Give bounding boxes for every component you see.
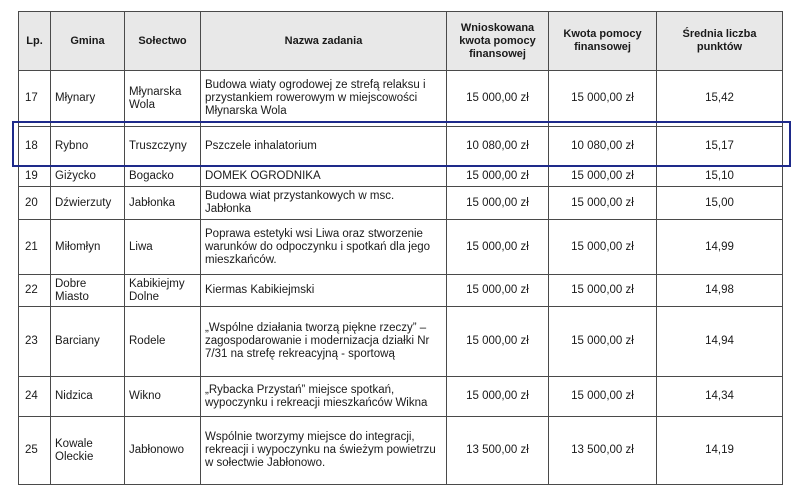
- cell-lp: 25: [19, 417, 51, 485]
- header-gmina: Gmina: [51, 12, 125, 71]
- cell-kwota: 13 500,00 zł: [549, 417, 657, 485]
- cell-solectwo: Rodele: [125, 307, 201, 377]
- cell-nazwa: Budowa wiaty ogrodowej ze strefą relaksu i przystankiem rowerowym w miejscowości Młynarska Wola: [201, 71, 447, 127]
- cell-kwota: 15 000,00 zł: [549, 307, 657, 377]
- cell-wnioskowana: 15 000,00 zł: [447, 307, 549, 377]
- cell-srednia: 15,00: [657, 187, 783, 220]
- cell-srednia: 14,99: [657, 220, 783, 275]
- table-row: [19, 127, 783, 167]
- cell-gmina: Barciany: [51, 307, 125, 377]
- cell-gmina: Kowale Oleckie: [51, 417, 125, 485]
- cell-nazwa: „Wspólne działania tworzą piękne rzeczy” – zagospodarowanie i modernizacja działki Nr 7/31 na strefę rekreacyjną - sportową: [201, 307, 447, 377]
- cell-nazwa: Pszczele inhalatorium: [201, 127, 447, 167]
- cell-kwota: 10 080,00 zł: [549, 127, 657, 167]
- cell-wnioskowana: 10 080,00 zł: [447, 127, 549, 167]
- header-nazwa: Nazwa zadania: [201, 12, 447, 71]
- header-row: [19, 12, 783, 71]
- cell-nazwa: Wspólnie tworzymy miejsce do integracji, rekreacji i wypoczynku na świeżym powietrzu w sołectwie Jabłonowo.: [201, 417, 447, 485]
- table-row: [19, 187, 783, 220]
- cell-lp: 21: [19, 220, 51, 275]
- cell-kwota: 15 000,00 zł: [549, 187, 657, 220]
- cell-lp: 23: [19, 307, 51, 377]
- cell-gmina: Dobre Miasto: [51, 275, 125, 307]
- cell-srednia: 14,19: [657, 417, 783, 485]
- cell-kwota: 15 000,00 zł: [549, 377, 657, 417]
- cell-gmina: Nidzica: [51, 377, 125, 417]
- cell-lp: 20: [19, 187, 51, 220]
- cell-wnioskowana: 15 000,00 zł: [447, 220, 549, 275]
- cell-solectwo: Jabłonka: [125, 187, 201, 220]
- cell-srednia: 14,94: [657, 307, 783, 377]
- cell-wnioskowana: 15 000,00 zł: [447, 71, 549, 127]
- header-wnioskowana: Wnioskowana kwota pomocy finansowej: [447, 12, 549, 71]
- header-lp: Lp.: [19, 12, 51, 71]
- cell-srednia: 15,42: [657, 71, 783, 127]
- cell-kwota: 15 000,00 zł: [549, 71, 657, 127]
- cell-wnioskowana: 15 000,00 zł: [447, 377, 549, 417]
- table-row: [19, 307, 783, 377]
- cell-solectwo: Młynarska Wola: [125, 71, 201, 127]
- cell-lp: 18: [19, 127, 51, 167]
- cell-gmina: Miłomłyn: [51, 220, 125, 275]
- cell-gmina: Rybno: [51, 127, 125, 167]
- cell-lp: 22: [19, 275, 51, 307]
- cell-nazwa: „Rybacka Przystań” miejsce spotkań, wypoczynku i rekreacji mieszkańców Wikna: [201, 377, 447, 417]
- cell-wnioskowana: 15 000,00 zł: [447, 167, 549, 187]
- cell-srednia: 15,17: [657, 127, 783, 167]
- cell-gmina: Dźwierzuty: [51, 187, 125, 220]
- table-row: [19, 167, 783, 187]
- table-row: [19, 71, 783, 127]
- cell-nazwa: Kiermas Kabikiejmski: [201, 275, 447, 307]
- cell-gmina: Młynary: [51, 71, 125, 127]
- cell-srednia: 14,34: [657, 377, 783, 417]
- cell-solectwo: Liwa: [125, 220, 201, 275]
- table-row: [19, 377, 783, 417]
- grants-table: [18, 11, 783, 485]
- cell-solectwo: Truszczyny: [125, 127, 201, 167]
- table-row: [19, 417, 783, 485]
- cell-nazwa: Poprawa estetyki wsi Liwa oraz stworzenie warunków do odpoczynku i spotkań dla jego mieszkańców.: [201, 220, 447, 275]
- cell-srednia: 15,10: [657, 167, 783, 187]
- cell-kwota: 15 000,00 zł: [549, 275, 657, 307]
- cell-solectwo: Kabikiejmy Dolne: [125, 275, 201, 307]
- table-row: [19, 275, 783, 307]
- cell-srednia: 14,98: [657, 275, 783, 307]
- cell-kwota: 15 000,00 zł: [549, 220, 657, 275]
- cell-lp: 24: [19, 377, 51, 417]
- header-kwota: Kwota pomocy finansowej: [549, 12, 657, 71]
- cell-solectwo: Jabłonowo: [125, 417, 201, 485]
- cell-wnioskowana: 15 000,00 zł: [447, 275, 549, 307]
- table-row: [19, 220, 783, 275]
- cell-nazwa: DOMEK OGRODNIKA: [201, 167, 447, 187]
- cell-nazwa: Budowa wiat przystankowych w msc. Jabłonka: [201, 187, 447, 220]
- header-srednia: Średnia liczba punktów: [657, 12, 783, 71]
- cell-lp: 19: [19, 167, 51, 187]
- cell-wnioskowana: 15 000,00 zł: [447, 187, 549, 220]
- cell-gmina: Giżycko: [51, 167, 125, 187]
- cell-kwota: 15 000,00 zł: [549, 167, 657, 187]
- cell-lp: 17: [19, 71, 51, 127]
- cell-solectwo: Bogacko: [125, 167, 201, 187]
- header-solectwo: Sołectwo: [125, 12, 201, 71]
- cell-wnioskowana: 13 500,00 zł: [447, 417, 549, 485]
- cell-solectwo: Wikno: [125, 377, 201, 417]
